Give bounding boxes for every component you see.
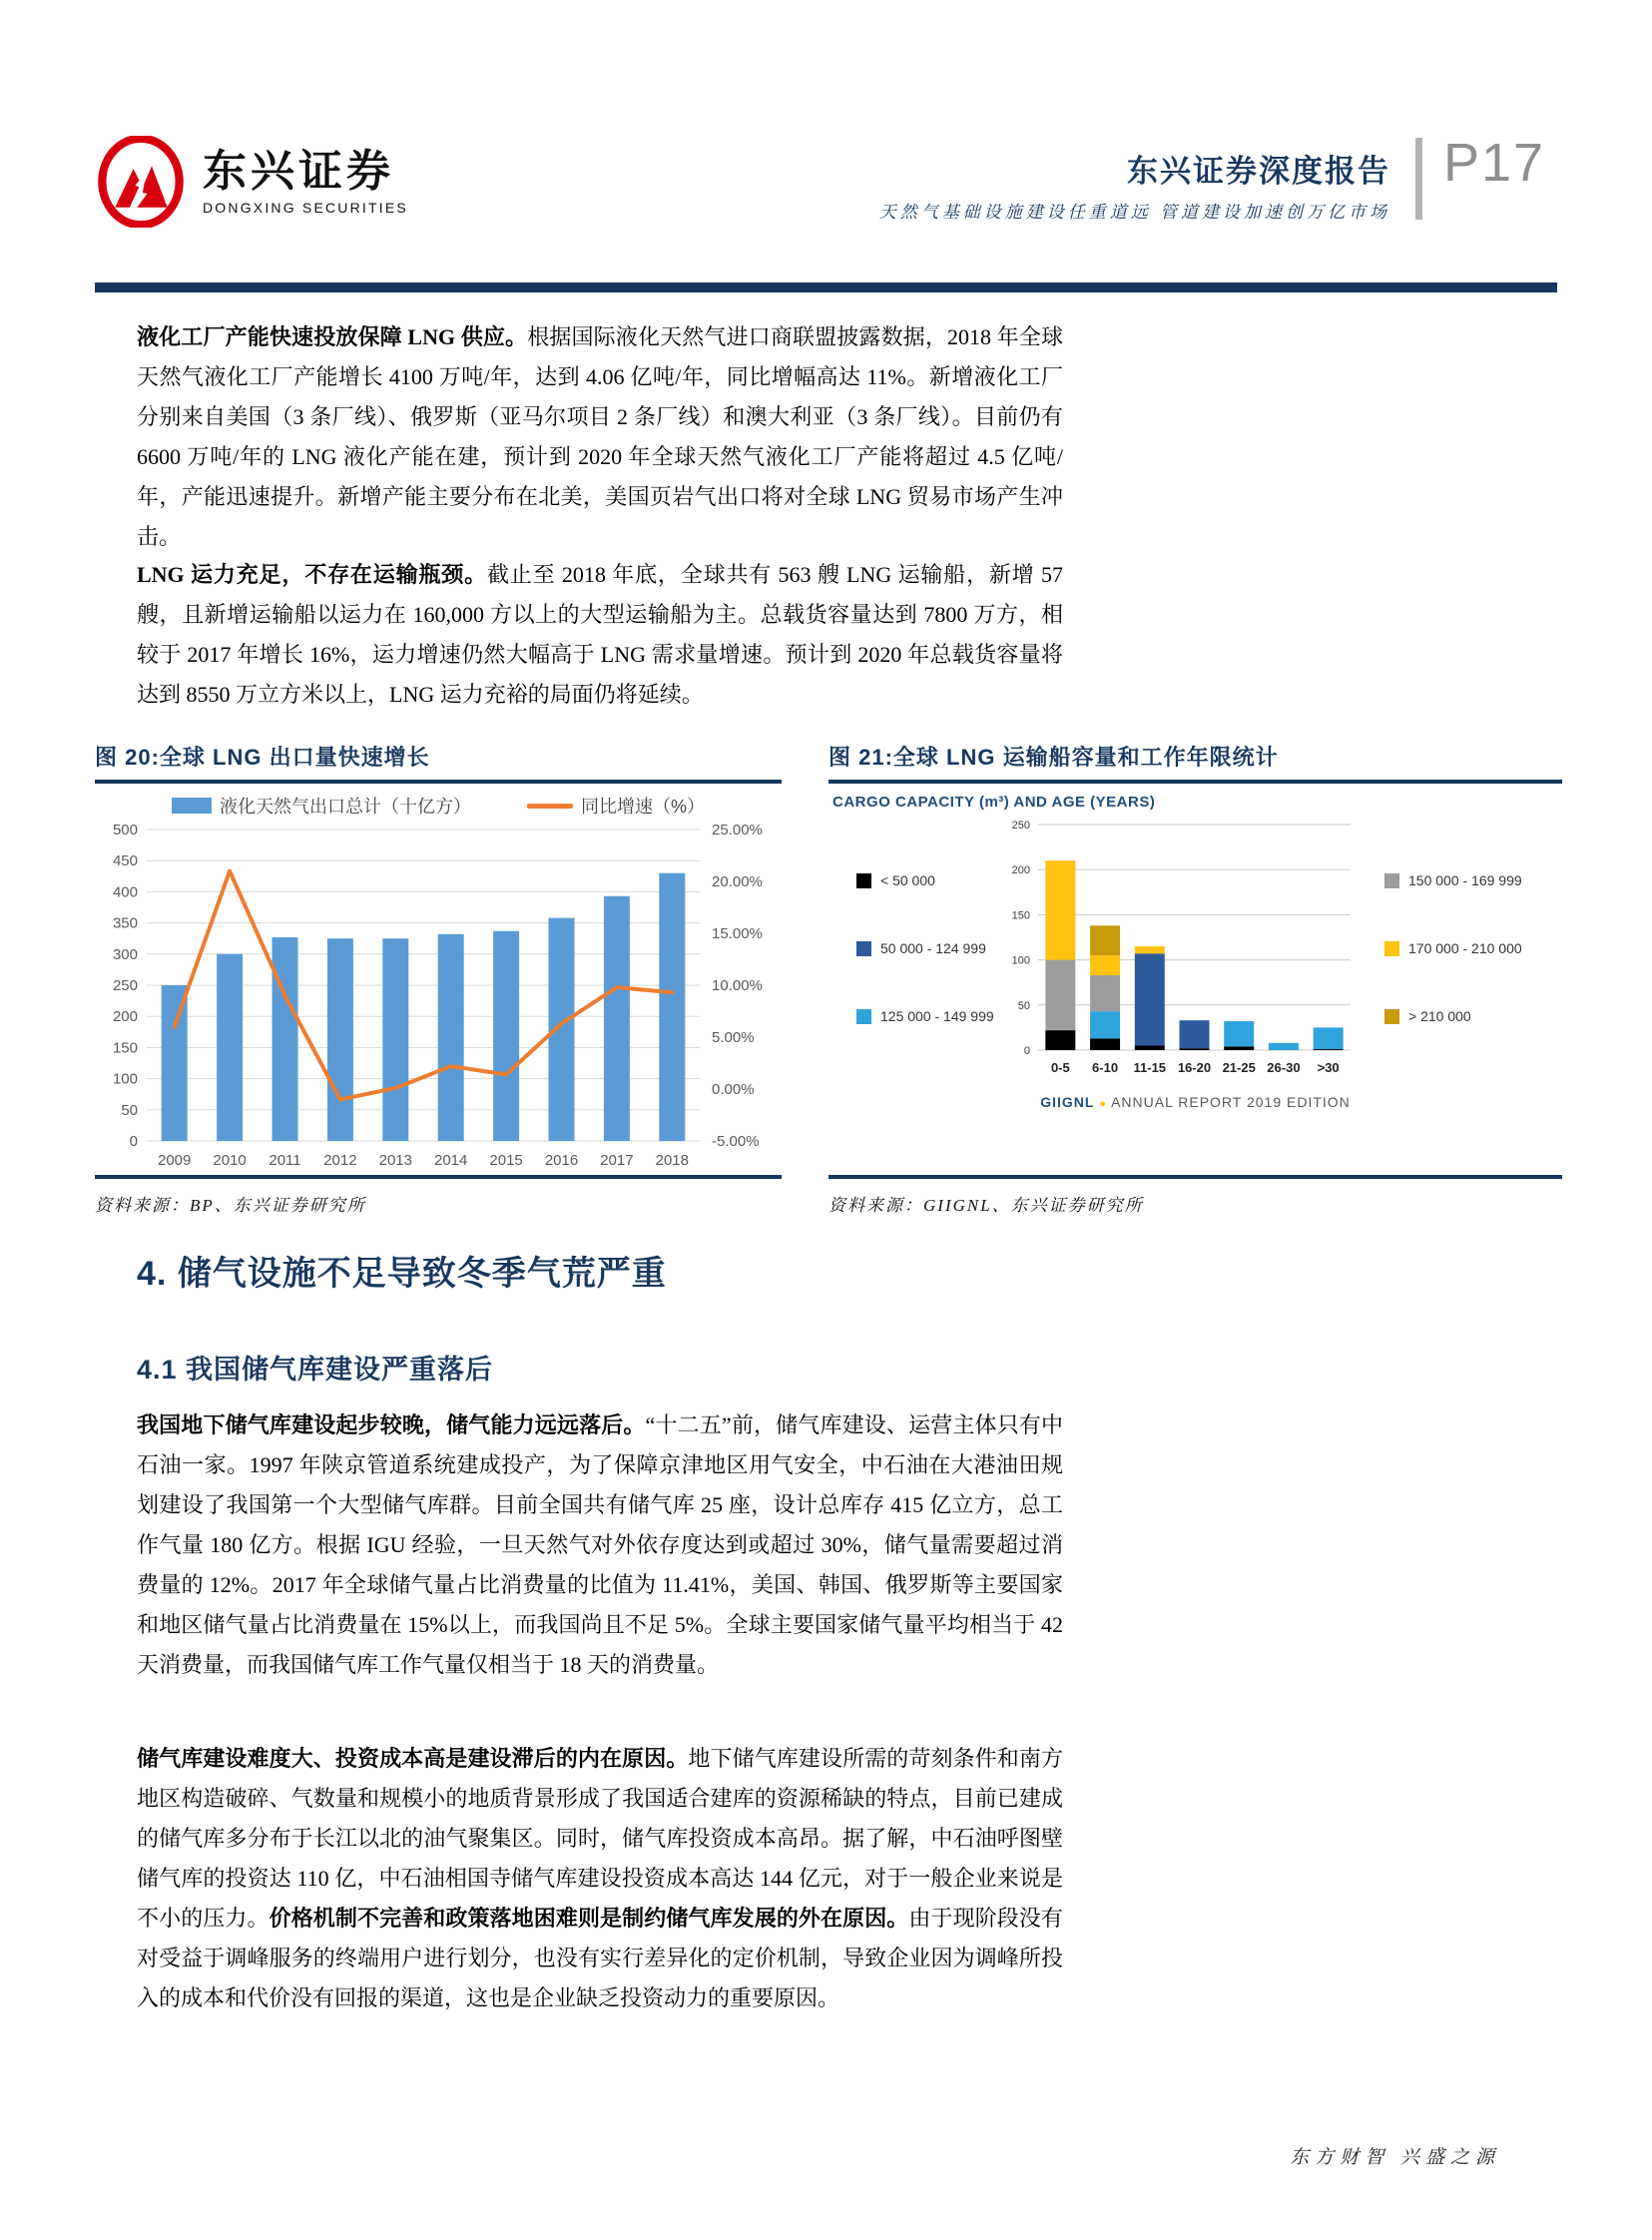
- y-axis-left-label: 500: [112, 822, 138, 839]
- dongxing-logo-icon: [95, 136, 187, 228]
- legend-item-export-total: [172, 793, 471, 819]
- paragraph-storage-lag: [137, 1405, 1063, 1685]
- stacked-segment: [1045, 1030, 1075, 1050]
- logo-cn: 东兴证券: [203, 146, 394, 196]
- legend-item: [856, 872, 998, 888]
- export-bar: [493, 931, 519, 1141]
- y-axis-label: 100: [1011, 954, 1030, 967]
- stacked-segment: [1090, 1011, 1120, 1038]
- legend-item: [1384, 872, 1552, 888]
- legend-label: 50 000 - 124 999: [880, 940, 986, 956]
- legend-label: < 50 000: [880, 872, 935, 888]
- x-axis-label: 16-20: [1177, 1060, 1212, 1075]
- x-axis-label: 6-10: [1092, 1060, 1119, 1075]
- legend-label: 125 000 - 149 999: [880, 1008, 994, 1024]
- legend-swatch: [856, 941, 871, 956]
- paragraph-body: 截止至 2018 年底，全球共有 563 艘 LNG 运输船，新增 57 艘，且新增运输船以运力在 160,000 方以上的大型运输船为主。总载货容量达到 7800 万方，相较于 2017 年增长 16%，运力增速仍然大幅高于 LNG 需求量增速。预计到 2020 年总载货容量将达到 8550 万立方米以上，LNG 运力充裕的局面仍将延续。: [137, 562, 1063, 707]
- y-axis-right-label: 10.00%: [712, 977, 763, 994]
- y-axis-left-label: 250: [112, 977, 138, 994]
- x-axis-label: 2014: [434, 1152, 468, 1169]
- y-axis-left-label: 150: [112, 1039, 138, 1057]
- page-number: P17: [1443, 133, 1546, 193]
- y-axis-label: 250: [1011, 820, 1030, 832]
- x-axis-label: 2015: [489, 1152, 523, 1169]
- header-rule: [95, 282, 1557, 292]
- figure-21-chart-heading: CARGO CAPACITY (m³) AND AGE (YEARS): [832, 794, 1156, 811]
- brand-dot-icon: ●: [1099, 1098, 1107, 1110]
- y-axis-label: 50: [1017, 999, 1030, 1012]
- x-axis-label: 2017: [600, 1152, 634, 1169]
- stacked-segment: [1135, 1045, 1165, 1050]
- figure-20-content: [95, 784, 782, 1175]
- x-axis-label: 2009: [158, 1152, 192, 1169]
- y-axis-left-label: 450: [112, 852, 138, 870]
- y-axis-left-label: 0: [129, 1133, 138, 1150]
- y-axis-right-label: 15.00%: [712, 925, 763, 942]
- stacked-segment: [1269, 1043, 1299, 1050]
- export-bar: [604, 896, 630, 1141]
- report-type-title: 东兴证券深度报告: [1127, 154, 1390, 189]
- y-axis-right-label: 5.00%: [712, 1029, 755, 1046]
- legend-label: > 210 000: [1408, 1008, 1471, 1024]
- x-axis-label: 21-25: [1222, 1060, 1256, 1075]
- y-axis-label: 150: [1011, 909, 1030, 922]
- stacked-segment: [1180, 1048, 1210, 1050]
- giignl-logo-text: GIIGNL: [1040, 1094, 1095, 1110]
- figure-20-source: 资料来源：BP、东兴证券研究所: [95, 1196, 366, 1215]
- figure-21-brand-line: [828, 1094, 1562, 1110]
- x-axis-label: 2018: [655, 1152, 689, 1169]
- x-axis-label: 2010: [213, 1152, 247, 1169]
- stacked-segment: [1314, 1027, 1344, 1049]
- x-axis-label: 2013: [378, 1152, 412, 1169]
- x-axis-label: 2012: [323, 1152, 357, 1169]
- legend-item-yoy-growth: [527, 793, 705, 819]
- export-bar: [162, 985, 188, 1141]
- paragraph-body: “十二五”前，储气库建设、运营主体只有中石油一家。1997 年陕京管道系统建成投产，为了保障京津地区用气安全，中石油在大港油田规划建设了我国第一个大型储气库群。目前全国共有储气库 25 座，设计总库存 415 亿立方，总工作气量 180 亿方。根据 IGU 经验，一旦天然气对外依存度达到或超过 30%，储气量需要超过消费量的 12%。2017 年全球储气量占比消费量的比值为 11.41%，美国、韩国、俄罗斯等主要国家和地区储气量占比消费量在 15%以上，而我国尚且不足 5%。全球主要国家储气量平均相当于 42 天消费量，而我国储气库工作气量仅相当于 18 天的消费量。: [137, 1412, 1063, 1677]
- legend-label: 170 000 - 210 000: [1408, 940, 1522, 956]
- y-axis-label: 200: [1011, 864, 1030, 877]
- x-axis-label: 0-5: [1050, 1060, 1070, 1075]
- paragraph-storage-cost: [137, 1739, 1063, 2018]
- figure-20-legend: [95, 790, 782, 822]
- y-axis-label: 0: [1023, 1045, 1030, 1057]
- y-axis-left-label: 100: [112, 1070, 138, 1088]
- figure-21-legend-left: [828, 872, 998, 1024]
- x-axis-label: 26-30: [1267, 1060, 1301, 1075]
- paragraph-body: 由于现阶段没有对受益于调峰服务的终端用户进行划分，也没有实行差异化的定价机制，导致企业因为调峰所投入的成本和代价没有回报的渠道，这也是企业缺乏投资动力的重要原因。: [137, 1906, 1063, 2010]
- stacked-segment: [1224, 1046, 1254, 1050]
- figure-21-content: [828, 784, 1562, 1175]
- stacked-segment: [1314, 1049, 1344, 1050]
- figure-21-source: 资料来源：GIIGNL、东兴证券研究所: [828, 1196, 1144, 1215]
- figure-20-chart: [95, 822, 782, 1173]
- legend-item: [856, 1008, 998, 1024]
- stacked-segment: [1045, 960, 1075, 1031]
- report-subtitle: 天然气基础设施建设任重道远 管道建设加速创万亿市场: [878, 203, 1390, 222]
- figure-21-row: [828, 813, 1562, 1084]
- figure-21-chart: [998, 813, 1363, 1084]
- x-axis-label: 11-15: [1133, 1060, 1167, 1075]
- paragraph-body: 根据国际液化天然气进口商联盟披露数据，2018 年全球天然气液化工厂产能增长 4100 万吨/年，达到 4.06 亿吨/年，同比增幅高达 11%。新增液化工厂分别来自美国（3 条厂线）、俄罗斯（亚马尔项目 2 条厂线）和澳大利亚（3 条厂线）。目前仍有 6600 万吨/年的 LNG 液化产能在建，预计到 2020 年全球天然气液化工厂产能将超过 4.5 亿吨/年，产能迅速提升。新增产能主要分布在北美，美国页岩气出口将对全球 LNG 贸易市场产生冲击。: [137, 324, 1063, 549]
- y-axis-right-label: -5.00%: [712, 1133, 760, 1150]
- paragraph-lead: 我国地下储气库建设起步较晚，储气能力远远落后。: [137, 1412, 646, 1437]
- header-divider: [1415, 138, 1422, 220]
- y-axis-left-label: 50: [121, 1101, 138, 1119]
- stacked-segment: [1090, 1038, 1120, 1050]
- y-axis-right-label: 0.00%: [712, 1081, 755, 1098]
- stacked-segment: [1090, 955, 1120, 975]
- figure-21-legend-right: [1363, 872, 1552, 1024]
- legend-swatch: [856, 873, 871, 888]
- subsection-heading-4-1: 4.1 我国储气库建设严重落后: [137, 1355, 494, 1385]
- stacked-segment: [1224, 1021, 1254, 1046]
- paragraph-lng-shipping: [137, 555, 1063, 715]
- legend-item: [1384, 940, 1552, 956]
- legend-label: 同比增速（%）: [580, 797, 705, 817]
- export-bar: [659, 873, 685, 1141]
- x-axis-label: 2011: [269, 1152, 301, 1169]
- paragraph-lng-supply: [137, 317, 1063, 557]
- y-axis-left-label: 300: [112, 945, 138, 963]
- paragraph-lead: 储气库建设难度大、投资成本高是建设滞后的内在原因。: [137, 1746, 689, 1771]
- stacked-segment: [1045, 860, 1075, 959]
- stacked-segment: [1090, 975, 1120, 1011]
- legend-swatch: [1384, 873, 1399, 888]
- stacked-segment: [1135, 946, 1165, 953]
- stacked-segment: [1180, 1020, 1210, 1048]
- export-bar: [273, 937, 298, 1141]
- paragraph-body: 地下储气库建设所需的苛刻条件和南方地区构造破碎、气数量和规模小的地质背景形成了我国适合建库的资源稀缺的特点，目前已建成的储气库多分布于长江以北的油气聚集区。同时，储气库投资成本高昂。据了解，中石油呼图壁储气库的投资达 110 亿，中石油相国寺储气库建设投资成本高达 144 亿元，对于一般企业来说是不小的压力。: [137, 1746, 1063, 1931]
- legend-item: [856, 940, 998, 956]
- legend-swatch: [1384, 1009, 1399, 1024]
- logo-text: [203, 148, 408, 216]
- bar-series-swatch: [172, 798, 212, 814]
- legend-swatch: [1384, 941, 1399, 956]
- figure-20-title: 图 20:全球 LNG 出口量快速增长: [95, 741, 782, 784]
- legend-label: 液化天然气出口总计（十亿方）: [219, 797, 471, 817]
- line-series-swatch: [527, 804, 573, 809]
- x-axis-label: >30: [1317, 1060, 1340, 1075]
- legend-item: [1384, 1008, 1552, 1024]
- figure-21-title: 图 21:全球 LNG 运输船容量和工作年限统计: [828, 741, 1562, 784]
- y-axis-left-label: 400: [112, 883, 138, 901]
- paragraph-lead: LNG 运力充足，不存在运输瓶颈。: [137, 562, 487, 587]
- export-bar: [382, 938, 408, 1141]
- stacked-segment: [1090, 925, 1120, 955]
- figure-20: [95, 741, 782, 1216]
- header-logo: [95, 136, 408, 228]
- logo-en: DONGXING SECURITIES: [203, 200, 408, 217]
- export-bar: [438, 934, 464, 1141]
- stacked-segment: [1135, 953, 1165, 1045]
- page-footer-slogan: 东方财智 兴盛之源: [1290, 2147, 1500, 2168]
- export-bar: [217, 954, 243, 1141]
- y-axis-right-label: 20.00%: [712, 873, 763, 890]
- legend-swatch: [856, 1009, 871, 1024]
- figure-21: [828, 741, 1562, 1216]
- brand-report-text: ANNUAL REPORT 2019 EDITION: [1111, 1094, 1351, 1110]
- legend-label: 150 000 - 169 999: [1408, 872, 1522, 888]
- y-axis-right-label: 25.00%: [712, 822, 763, 839]
- paragraph-lead: 价格机制不完善和政策落地困难则是制约储气库发展的外在原因。: [269, 1906, 909, 1931]
- paragraph-lead: 液化工厂产能快速投放保障 LNG 供应。: [137, 324, 528, 349]
- y-axis-left-label: 200: [112, 1008, 138, 1026]
- section-heading-4: 4. 储气设施不足导致冬季气荒严重: [137, 1255, 667, 1293]
- y-axis-left-label: 350: [112, 914, 138, 932]
- export-bar: [327, 938, 353, 1141]
- x-axis-label: 2016: [544, 1152, 579, 1169]
